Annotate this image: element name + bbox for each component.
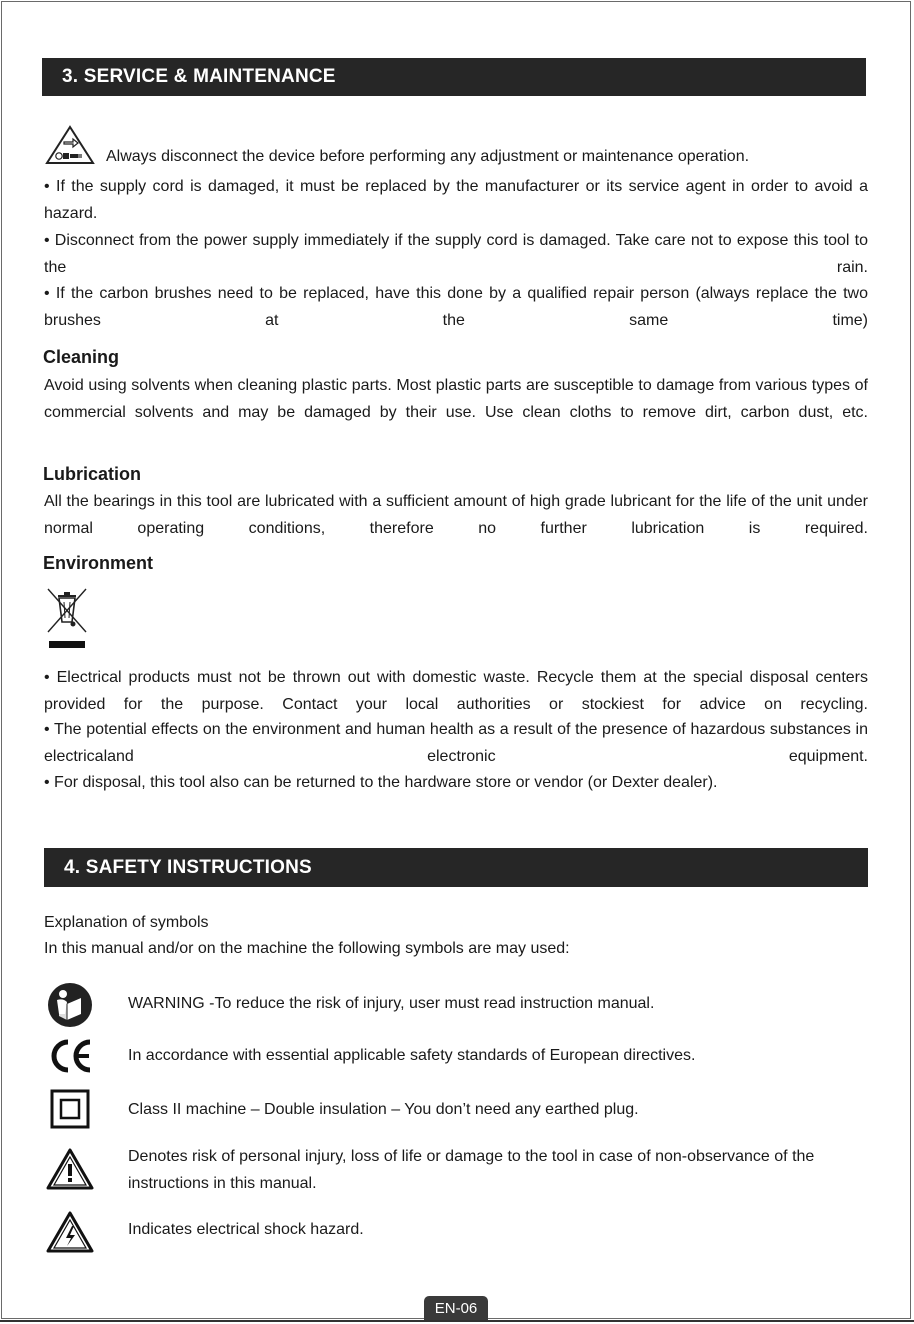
lubrication-text: All the bearings in this tool are lubricated with a sufficient amount of high grade lubricant for the life of the unit under normal operating conditions, therefore no further lubrication is required. [44, 493, 868, 537]
environment-bullet-disposal: • For disposal, this tool also can be returned to the hardware store or vendor (or Dexter dealer). [44, 774, 718, 791]
ce-mark-icon [48, 1038, 94, 1074]
symbol-class-ii-text: Class II machine – Double insulation – You don’t need any earthed plug. [128, 1101, 639, 1118]
symbols-intro-text: In this manual and/or on the machine the following symbols are may used: [44, 940, 570, 957]
symbol-ce-text: In accordance with essential applicable safety standards of European directives. [128, 1047, 696, 1064]
symbol-read-manual-text: WARNING -To reduce the risk of injury, user must read instruction manual. [128, 995, 655, 1012]
disconnect-warning-text: Always disconnect the device before performing any adjustment or maintenance operation. [106, 148, 750, 165]
page-number: EN-06 [424, 1296, 488, 1320]
warning-triangle-icon [46, 1148, 94, 1190]
symbols-intro-heading: Explanation of symbols [44, 914, 209, 931]
cleaning-text: Avoid using solvents when cleaning plastic parts. Most plastic parts are susceptible to damage from various types of commercial solvents and may be damaged by their use. Use clean cloths to remove dirt, carbon dust, etc. [44, 377, 868, 421]
environment-bullet-effects: • The potential effects on the environment and human health as a result of the presence of hazardous substances in electricaland electronic equipment. [44, 721, 868, 765]
bullet-carbon-brushes: • If the carbon brushes need to be replaced, have this done by a qualified repair person (always replace the two brushes at the same time) [44, 285, 868, 329]
cleaning-heading: Cleaning [43, 347, 120, 367]
environment-bullet-waste: • Electrical products must not be thrown out with domestic waste. Recycle them at the special disposal centers provided for the purpose. Contact your local authorities or stockiest for advice on recycling. [44, 669, 868, 713]
class-ii-double-square-icon [50, 1089, 90, 1129]
electric-shock-icon [46, 1211, 94, 1253]
section-4-title: 4. SAFETY INSTRUCTIONS [44, 848, 868, 887]
bullet-disconnect: • Disconnect from the power supply immediately if the supply cord is damaged. Take care not to expose this tool to the rain. [44, 232, 868, 276]
environment-heading: Environment [43, 553, 154, 573]
weee-crossed-bin-icon [44, 586, 90, 652]
bullet-supply-cord: • If the supply cord is damaged, it must be replaced by the manufacturer or its service agent in order to avoid a hazard. [44, 178, 868, 222]
read-manual-icon [47, 982, 93, 1028]
symbol-electric-shock-text: Indicates electrical shock hazard. [128, 1221, 364, 1238]
symbol-warning-text: Denotes risk of personal injury, loss of life or damage to the tool in case of non-observance of the instructions in this manual. [128, 1148, 815, 1192]
lubrication-heading: Lubrication [43, 464, 141, 484]
bottom-rule [0, 1320, 914, 1322]
unplug-warning-icon [45, 125, 95, 165]
section-3-title: 3. SERVICE & MAINTENANCE [42, 58, 866, 96]
